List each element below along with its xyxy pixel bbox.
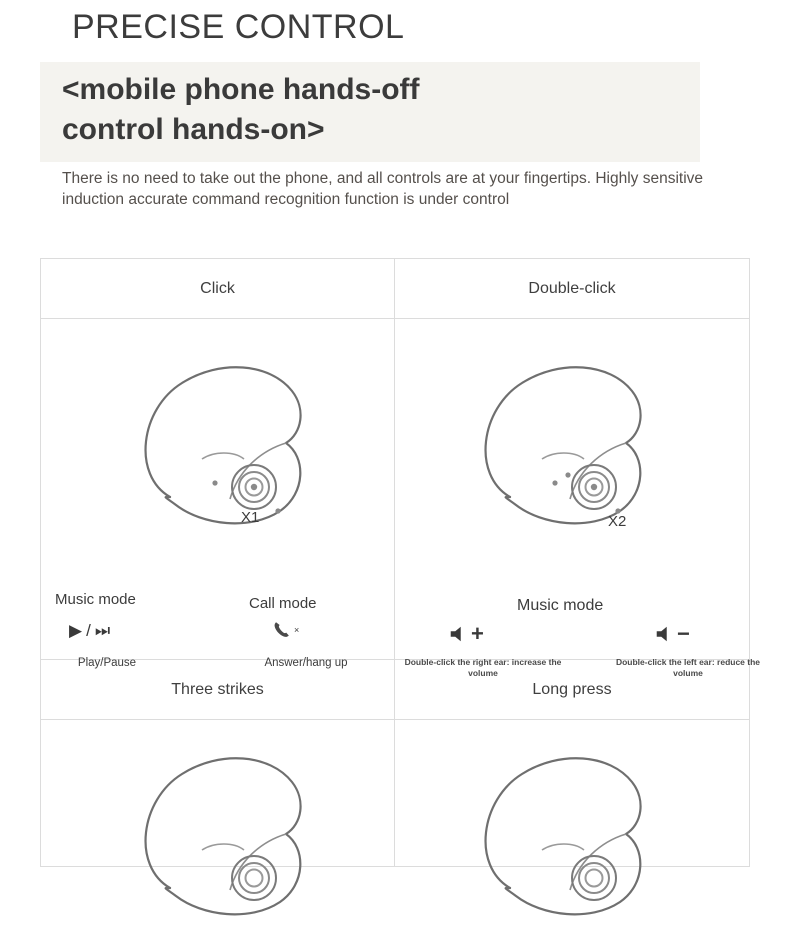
heading-click: Click [41, 259, 394, 319]
grid-cell-three-strikes [41, 660, 395, 720]
label-answer-hangup: Answer/hang up [264, 657, 348, 669]
label-call-mode-click: Call mode [249, 595, 317, 612]
call-answer-icon-group [271, 619, 299, 641]
volume-up-sign: + [471, 621, 484, 646]
earbud-illustration-double-click [450, 347, 680, 537]
tap-count-double-click: X2 [608, 513, 627, 530]
three-strikes-illustration [41, 720, 394, 866]
grid-row-bodies-2 [41, 720, 749, 866]
page-subtitle [62, 70, 702, 150]
phone-x-mark: × [294, 625, 300, 635]
speaker-icon-2 [653, 624, 675, 644]
earbud-drawing [110, 347, 340, 537]
grid-cell-click [41, 259, 395, 319]
heading-double-click: Double-click [395, 259, 749, 319]
grid-cell-double-click [395, 259, 749, 319]
volume-down-sign: − [677, 621, 690, 646]
grid-row-headings-2 [41, 660, 749, 720]
note-right-ear: Double-click the right ear: increase the volume [404, 657, 562, 678]
earbud-drawing-3 [110, 738, 340, 928]
gesture-grid [40, 258, 761, 867]
double-click-illustration [395, 319, 761, 678]
volume-up-icon-group [447, 621, 484, 647]
earbud-drawing-4 [450, 738, 680, 928]
cell-three-strikes-body [41, 720, 395, 866]
label-music-mode-double-click: Music mode [517, 597, 604, 614]
earbud-drawing-2 [450, 347, 680, 537]
cell-double-click-body [395, 319, 761, 678]
page-subtitle-line2: control hands-on> [62, 113, 325, 146]
icon-separator: / [86, 621, 91, 640]
click-illustration [41, 319, 394, 669]
intro-paragraph: There is no need to take out the phone, and all controls are at your fingertips. Highly sensitive induction accurate command recognition function is under control [62, 170, 704, 208]
page-title: PRECISE CONTROL [72, 8, 405, 46]
grid-cell-long-press [395, 660, 749, 720]
long-press-illustration [395, 720, 749, 866]
cell-long-press-body [395, 720, 749, 866]
play-pause-icons [69, 621, 110, 641]
heading-three-strikes: Three strikes [41, 660, 394, 720]
heading-long-press: Long press [395, 660, 749, 720]
grid-row-bodies-1 [41, 319, 761, 678]
play-icon: ▶ [69, 621, 83, 640]
page-subtitle-line1: <mobile phone hands-off [62, 73, 420, 106]
phone-handset-icon [271, 619, 293, 641]
earbud-illustration-click [110, 347, 340, 537]
earbud-illustration-long-press [450, 738, 680, 928]
grid-row-headings-1 [41, 259, 749, 319]
speaker-icon [447, 624, 469, 644]
tap-count-click: X1 [241, 509, 260, 526]
phone-icon [271, 619, 293, 641]
label-play-pause: Play/Pause [77, 657, 137, 669]
earbud-illustration-three-strikes [110, 738, 340, 928]
label-music-mode-click: Music mode [55, 591, 136, 608]
cell-click-body [41, 319, 395, 669]
next-track-icon: ⏭ [94, 621, 111, 640]
volume-down-icon-group [653, 621, 690, 647]
note-left-ear: Double-click the left ear: reduce the volume [615, 657, 761, 678]
